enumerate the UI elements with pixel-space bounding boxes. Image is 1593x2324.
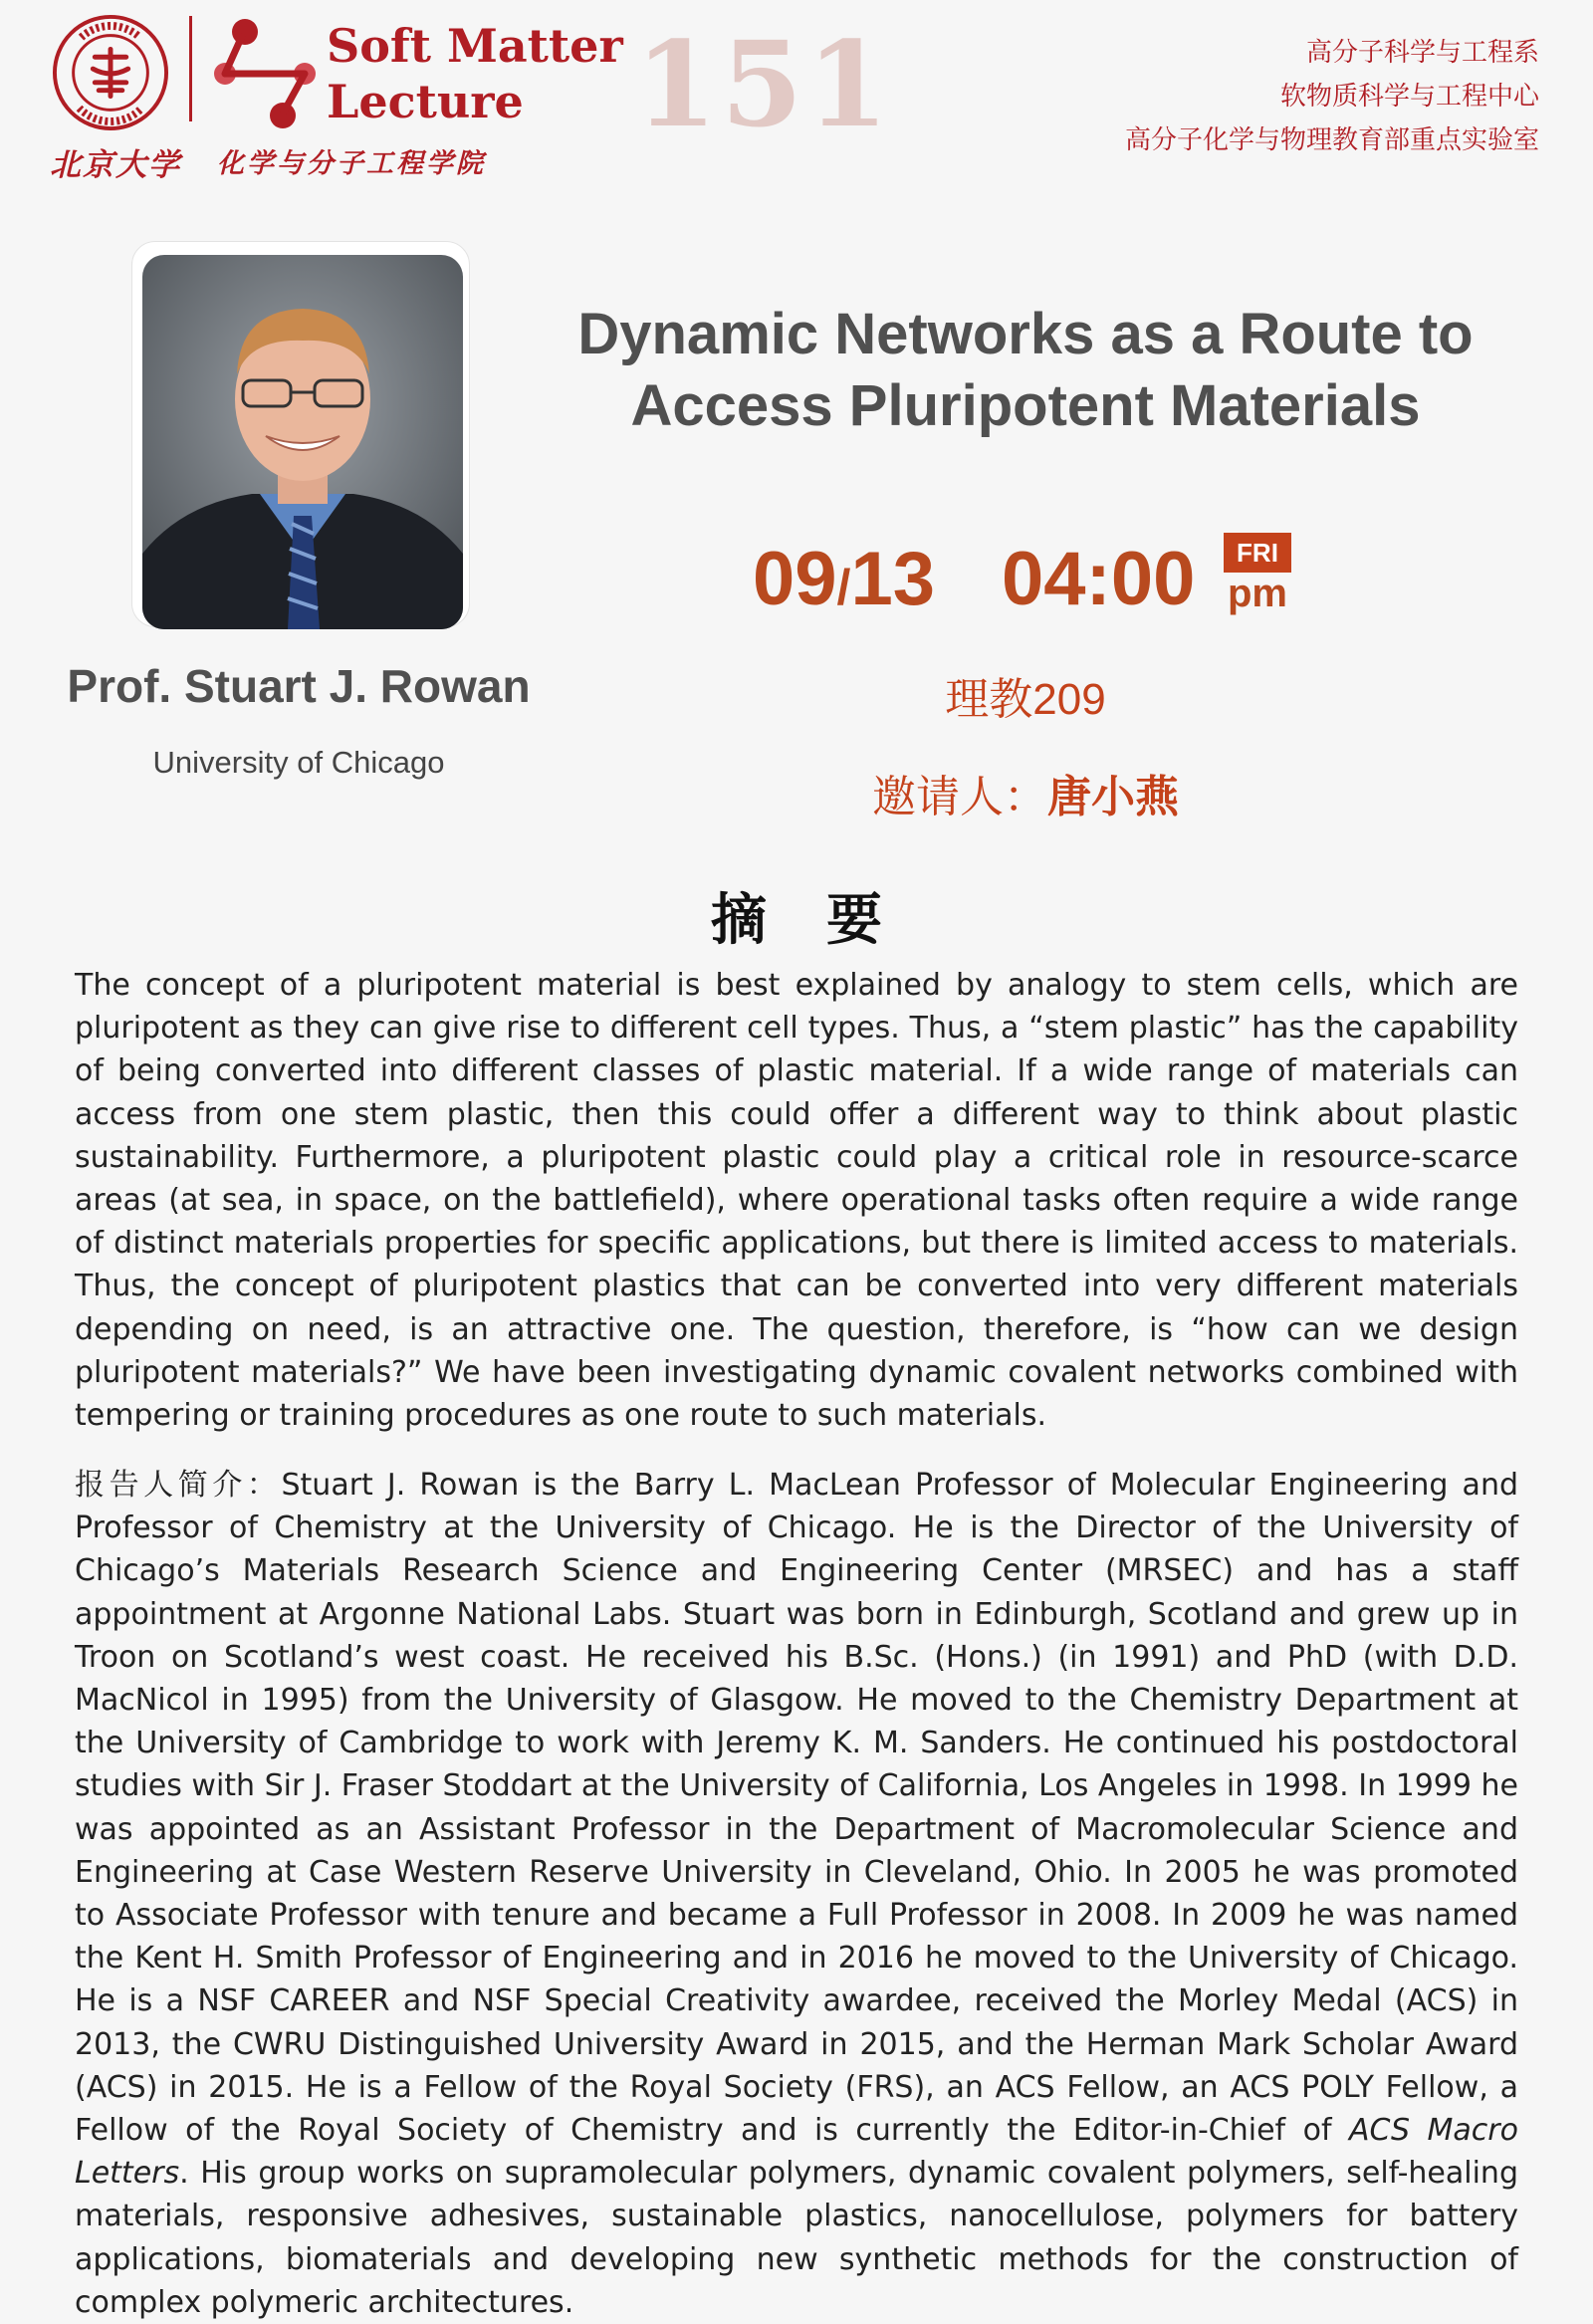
department-item: 高分子化学与物理教育部重点实验室 xyxy=(1124,124,1539,154)
host-label: 邀请人： xyxy=(872,773,1047,821)
speaker-bio xyxy=(75,1464,1518,2324)
talk-venue: 理教209 xyxy=(945,675,1106,724)
series-title-line1: Soft Matter xyxy=(327,19,623,73)
bio-label: 报告人简介： xyxy=(75,1468,282,1503)
bio-text-part2: . His group works on supramolecular polymers, dynamic covalent polymers, self-healing materials, responsive adhesives, sustainable plastics, nanocellulose, polymers for battery applications, biomaterials and developing new synthetic methods for the construction of complex polymeric architectures. xyxy=(75,2156,1518,2320)
date-slash: / xyxy=(836,560,851,615)
date-month: 09 xyxy=(753,537,837,621)
talk-time: 04:00 xyxy=(1002,537,1196,621)
molecule-link-icon xyxy=(213,18,317,129)
pku-seal-icon xyxy=(52,14,169,131)
speaker-portrait xyxy=(142,255,463,629)
series-title-line2: Lecture xyxy=(327,75,524,128)
abstract-text: The concept of a pluripotent material is best explained by analogy to stem cells, which are pluripotent as they can give rise to different cell types. Thus, a “stem plastic” has the capability of being converted into different classes of plastic material. If a wide range of materials can access from one stem plastic, then this could offer a different way to think about plastic sustainability. Furthermore, a pluripotent plastic could play a critical role in resource-scarce areas (at sea, in space, on the battlefield), where operational tasks often require a wide range of distinct materials properties for specific applications, but there is limited access to materials. Thus, the concept of pluripotent plastics that can be converted into very different materials depending on need, is an attractive one. The question, therefore, is “how can we design pluripotent materials?” We have been investigating dynamic covalent networks combined with tempering or training procedures as one route to such materials. xyxy=(75,968,1518,1434)
talk-date xyxy=(753,536,935,622)
journal-name: ACS Macro Letters xyxy=(75,2113,1518,2192)
department-item: 软物质科学与工程中心 xyxy=(1279,81,1539,111)
series-title xyxy=(327,18,623,129)
talk-title-line1: Dynamic Networks as a Route to xyxy=(577,302,1474,366)
speaker-name: Prof. Stuart J. Rowan xyxy=(67,660,531,712)
talk-title xyxy=(528,299,1523,442)
department-item: 高分子科学与工程系 xyxy=(1305,37,1539,67)
talk-host xyxy=(528,761,1523,824)
bio-text-part1: Stuart J. Rowan is the Barry L. MacLean Professor of Molecular Engineering and Professor of Chemistry at the University of Chicago. He is the Director of the University of Chicago’s Materials Research Science and Engineering Center (MRSEC) and has a staff appointment at Argonne National Labs. Stuart was born in Edinburgh, Scotland and grew up in Troon on Scotland’s west coast. He received his B.Sc. (Hons.) (in 1991) and PhD (with D.D. MacNicol in 1995) from the University of Glasgow. He moved to the Chemistry Department at the University of Cambridge to work with Jeremy K. M. Sanders. He continued his postdoctoral studies with Sir J. Fraser Stoddart at the University of California, Los Angeles in 1998. In 1999 he was appointed as an Assistant Professor in the Department of Macromolecular Science and Engineering at Case Western Reserve University in Cleveland, Ohio. In 2005 he was promoted to Associate Professor with tenure and became a Full Professor in 2008. In 2009 he was named the Kent H. Smith Professor of Engineering and in 2016 he moved to the University of Chicago. He is a NSF CAREER and NSF Special Creativity awardee, received the Morley Medal (ACS) in 2013, the CWRU Distinguished University Award in 2015, and the Herman Mark Scholar Award (ACS) in 2015. He is a Fellow of the Royal Society (FRS), an ACS Fellow, an ACS POLY Fellow, a Fellow of the Royal Society of Chemistry and is currently the Editor-in-Chief of xyxy=(75,1468,1518,2149)
department-list xyxy=(1125,30,1539,161)
speaker-affiliation: University of Chicago xyxy=(152,745,445,780)
university-name: 北京大学 xyxy=(50,147,181,183)
host-name: 唐小燕 xyxy=(1047,773,1179,821)
abstract-heading: 摘要 xyxy=(711,888,942,951)
lecture-number: 151 xyxy=(635,15,893,153)
weekday-badge: FRI xyxy=(1224,533,1291,573)
talk-title-line2: Access Pluripotent Materials xyxy=(630,373,1421,438)
header-divider xyxy=(189,16,192,121)
college-name: 化学与分子工程学院 xyxy=(217,148,486,178)
date-day: 13 xyxy=(850,537,935,621)
time-period: pm xyxy=(1228,572,1287,615)
